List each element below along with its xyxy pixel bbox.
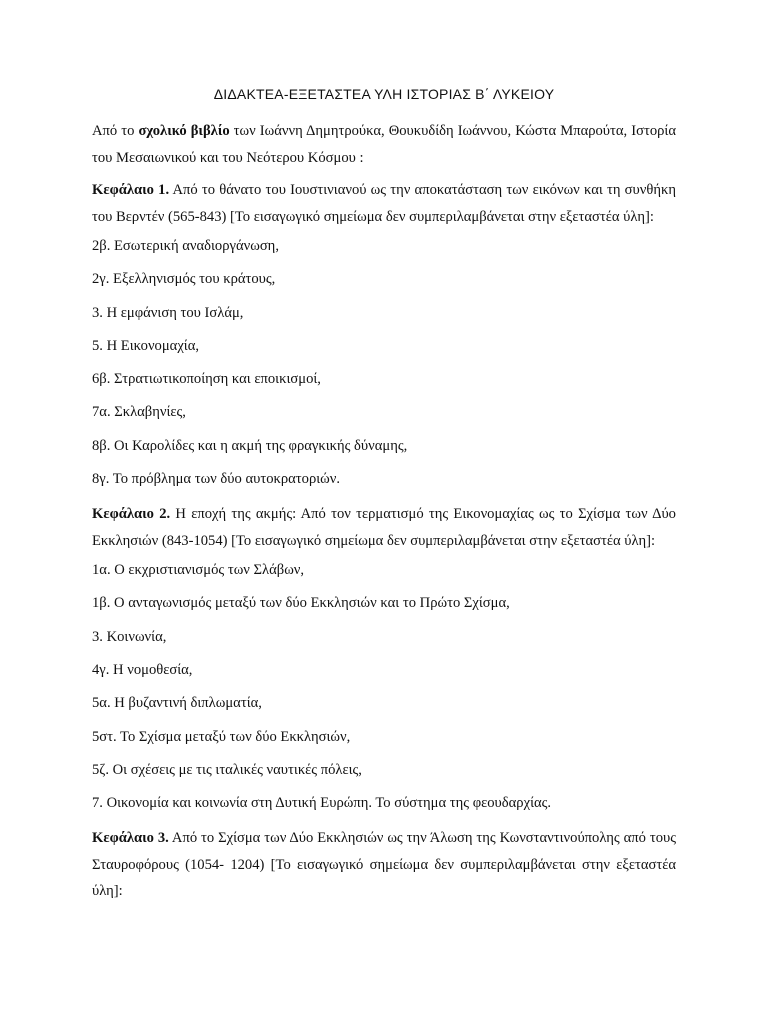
chapter-2-item: 5α. Η βυζαντινή διπλωματία, [92, 695, 262, 712]
chapter-1-description: Από το θάνατο του Ιουστινιανού ως την αποκατάσταση των εικόνων και τη συνθήκη του Βερντέν (565-843) [Το εισαγωγικό σημείωμα δεν συμπεριλαμβάνεται στην εξεταστέα ύλη]: [92, 182, 676, 225]
intro-prefix: Από το [92, 123, 139, 139]
chapter-2-label: Κεφάλαιο 2. [92, 506, 171, 523]
chapter-3-heading [92, 825, 676, 905]
chapter-2-item: 5ζ. Οι σχέσεις με τις ιταλικές ναυτικές πόλεις, [92, 761, 362, 778]
intro-paragraph [92, 118, 676, 171]
chapter-1-item: 2γ. Εξελληνισμός του κράτους, [92, 271, 276, 288]
chapter-1-label: Κεφάλαιο 1. [92, 182, 170, 198]
chapter-2-description: Η εποχή της ακμής: Από τον τερματισμό της Εικονομαχίας ως το Σχίσμα των Δύο Εκκλησιών (843-1054) [Το εισαγωγικό σημείωμα δεν συμπεριλαμβάνεται στην εξεταστέα ύλη]: [92, 506, 676, 549]
chapter-1-item: 6β. Στρατιωτικοποίηση και εποικισμοί, [92, 371, 321, 388]
chapter-1-item: 8γ. Το πρόβλημα των δύο αυτοκρατοριών. [92, 471, 341, 488]
chapter-1-item: 7α. Σκλαβηνίες, [92, 404, 186, 421]
chapter-2-item: 1β. Ο ανταγωνισμός μεταξύ των δύο Εκκλησιών και το Πρώτο Σχίσμα, [92, 595, 510, 612]
chapter-1-item: 5. Η Εικονομαχία, [92, 337, 200, 354]
intro-suffix: των Ιωάννη Δημητρούκα, Θουκυδίδη Ιωάννου, Κώστα Μπαρούτα, Ιστορία του Μεσαιωνικού και του Νεότερου Κόσμου : [92, 123, 676, 166]
intro-book-name: σχολικό βιβλίο [138, 123, 230, 139]
chapter-2-item: 5στ. Το Σχίσμα μεταξύ των δύο Εκκλησιών, [92, 728, 351, 745]
chapter-1-item: 2β. Εσωτερική αναδιοργάνωση, [92, 238, 279, 254]
chapter-2-item: 7. Οικονομία και κοινωνία στη Δυτική Ευρώπη. Το σύστημα της φεουδαρχίας. [92, 795, 552, 812]
chapter-2-item: 1α. Ο εκχριστιανισμός των Σλάβων, [92, 562, 305, 579]
chapter-2-heading [92, 501, 676, 554]
document-title: ΔΙΔΑΚΤΕΑ-ΕΞΕΤΑΣΤΕΑ ΥΛΗ ΙΣΤΟΡΙΑΣ Β΄ ΛΥΚΕΙΟΥ [213, 86, 555, 102]
chapter-2-item: 4γ. Η νομοθεσία, [92, 661, 193, 678]
chapter-1-item: 8β. Οι Καρολίδες και η ακμή της φραγκικής δύναμης, [92, 437, 408, 454]
chapter-3-label: Κεφάλαιο 3. [92, 830, 169, 847]
chapter-2-item: 3. Κοινωνία, [92, 628, 167, 645]
chapter-1-heading [92, 177, 676, 230]
document-page [92, 84, 676, 911]
chapter-3-description: Από το Σχίσμα των Δύο Εκκλησιών ως την Άλωση της Κωνσταντινούπολης από τους Σταυροφόρους (1054- 1204) [Το εισαγωγικό σημείωμα δεν συμπεριλαμβάνεται στην εξεταστέα ύλη]: [92, 830, 676, 900]
chapter-1-item: 3. Η εμφάνιση του Ισλάμ, [92, 304, 244, 321]
